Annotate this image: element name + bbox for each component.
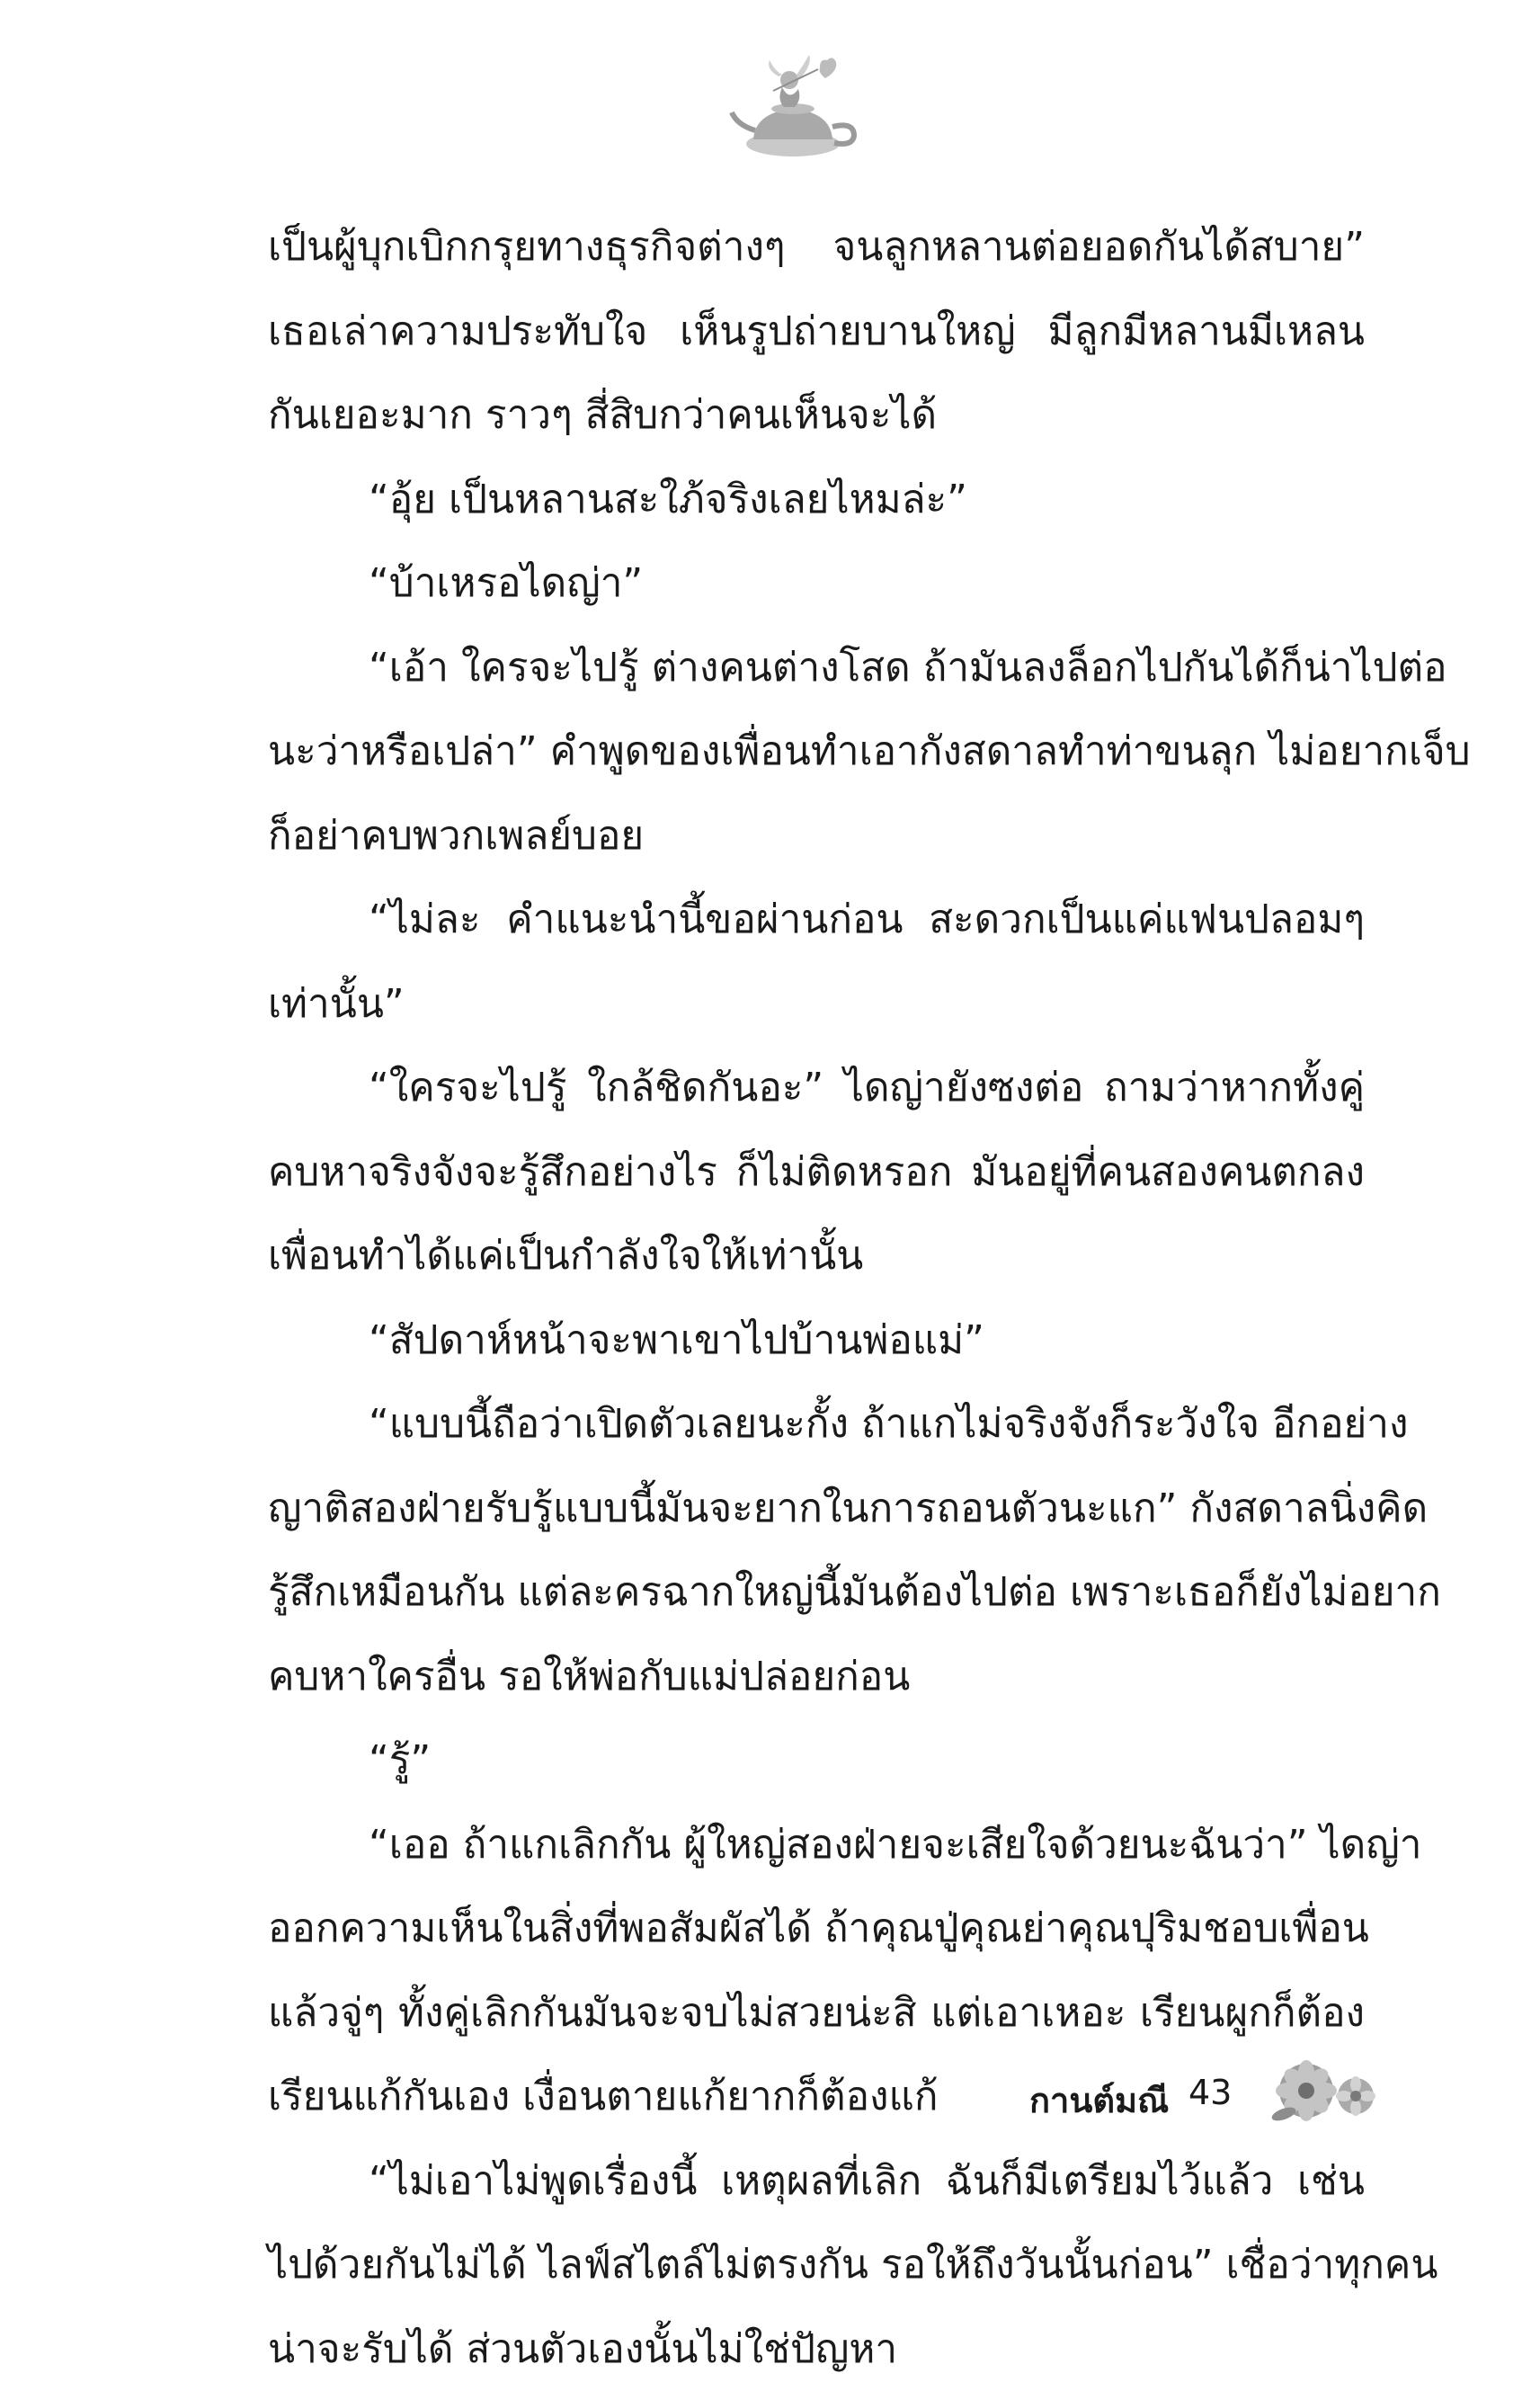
body-line: “รู้”: [268, 1718, 1365, 1803]
cupid-teapot-icon: [719, 49, 872, 166]
body-line: ญาติสองฝ่ายรับรู้แบบนี้มันจะยากในการถอนตัวนะแก” กังสดาลนิ่งคิด: [268, 1467, 1365, 1551]
body-line: นะว่าหรือเปล่า” คำพูดของเพื่อนทำเอากังสดาลทำท่าขนลุก ไม่อยากเจ็บ: [268, 709, 1365, 794]
page-number: 43: [1188, 2073, 1232, 2112]
body-line: “เอ้า ใครจะไปรู้ ต่างคนต่างโสด ถ้ามันลงล็อกไปกันได้ก็น่าไปต่อ: [268, 626, 1365, 710]
body-line: ไปด้วยกันไม่ได้ ไลฟ์สไตล์ไม่ตรงกัน รอให้ถึงวันนั้นก่อน” เชื่อว่าทุกคน: [268, 2223, 1365, 2307]
body-line: น่าจะรับได้ ส่วนตัวเองนั้นไม่ใช่ปัญหา: [268, 2307, 1365, 2391]
body-line: เท่านั้น”: [268, 962, 1365, 1047]
body-line: “เออ ถ้าแกเลิกกัน ผู้ใหญ่สองฝ่ายจะเสียใจด้วยนะฉันว่า” ไดญ่า: [268, 1803, 1365, 1887]
flower-cluster-icon: [1266, 2055, 1383, 2127]
body-line: คบหาใครอื่น รอให้พ่อกับแม่ปล่อยก่อน: [268, 1635, 1365, 1719]
body-line: “ไม่เอาไม่พูดเรื่องนี้ เหตุผลที่เลิก ฉันก็มีเตรียมไว้แล้ว เช่น: [268, 2139, 1365, 2224]
book-title: กานต์มณี: [1029, 2073, 1169, 2128]
body-line: “บ้าเหรอไดญ่า”: [268, 541, 1365, 626]
body-line: ออกความเห็นในสิ่งที่พอสัมผัสได้ ถ้าคุณปู่คุณย่าคุณปุริมชอบเพื่อน: [268, 1887, 1365, 1971]
body-line: แล้วจู่ๆ ทั้งคู่เลิกกันมันจะจบไม่สวยน่ะสิ แต่เอาเหอะ เรียนผูกก็ต้อง: [268, 1971, 1365, 2056]
body-line: “อุ้ย เป็นหลานสะใภ้จริงเลยไหมล่ะ”: [268, 458, 1365, 542]
body-line: “ไม่ละ คำแนะนำนี้ขอผ่านก่อน สะดวกเป็นแค่แฟนปลอมๆ: [268, 878, 1365, 962]
body-line: เรียนแก้กันเอง เงื่อนตายแก้ยากก็ต้องแก้: [268, 2055, 1365, 2139]
body-line: “สัปดาห์หน้าจะพาเขาไปบ้านพ่อแม่”: [268, 1298, 1365, 1383]
body-line: กันเยอะมาก ราวๆ สี่สิบกว่าคนเห็นจะได้: [268, 373, 1365, 458]
body-line: เป็นผู้บุกเบิกกรุยทางธุรกิจต่างๆ จนลูกหลานต่อยอดกันได้สบาย”: [268, 205, 1365, 290]
body-line: เธอเล่าความประทับใจ เห็นรูปถ่ายบานใหญ่ มีลูกมีหลานมีเหลน: [268, 290, 1365, 374]
page-footer: [0, 2055, 1540, 2136]
body-line: เพื่อนทำได้แค่เป็นกำลังใจให้เท่านั้น: [268, 1214, 1365, 1298]
body-line: คบหาจริงจังจะรู้สึกอย่างไร ก็ไม่ติดหรอก มันอยู่ที่คนสองคนตกลง: [268, 1130, 1365, 1215]
body-line: “ใครจะไปรู้ ใกล้ชิดกันอะ” ไดญ่ายังซงต่อ ถามว่าหากทั้งคู่: [268, 1046, 1365, 1130]
body-line: “แบบนี้ถือว่าเปิดตัวเลยนะกั้ง ถ้าแกไม่จริงจังก็ระวังใจ อีกอย่าง: [268, 1382, 1365, 1467]
body-line: ก็อย่าคบพวกเพลย์บอย: [268, 794, 1365, 879]
body-line: รู้สึกเหมือนกัน แต่ละครฉากใหญ่นี้มันต้องไปต่อ เพราะเธอก็ยังไม่อยาก: [268, 1550, 1365, 1635]
